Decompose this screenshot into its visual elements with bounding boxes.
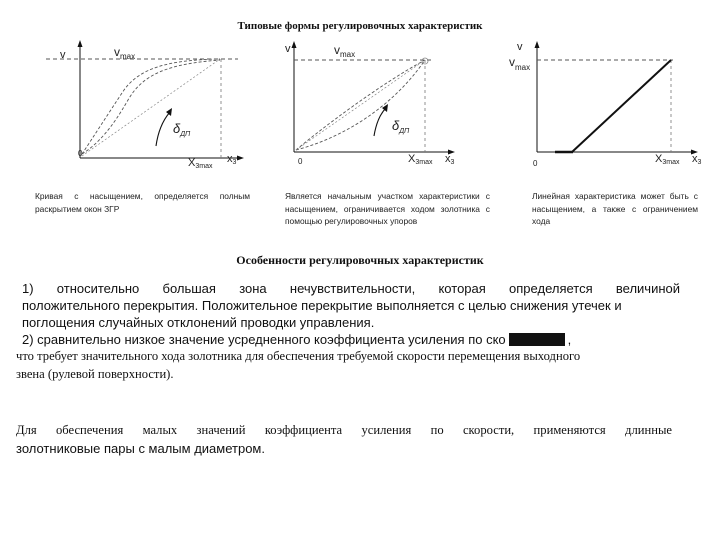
y-axis-arrow xyxy=(292,41,297,48)
chart-linear xyxy=(503,38,715,176)
p2-comma: , xyxy=(567,332,572,347)
origin-label: 0 xyxy=(298,157,303,166)
angle-arc xyxy=(374,108,386,136)
angle-arc xyxy=(156,112,170,146)
p2-line3: звена (рулевой поверхности). xyxy=(16,367,174,381)
linear-line xyxy=(572,60,671,152)
p2-line1 xyxy=(22,331,702,349)
y-label: v xyxy=(60,49,66,61)
section-title: Особенности регулировочных характеристик xyxy=(236,253,484,267)
y-label: v xyxy=(517,41,523,53)
vmax-label: $v_{max}$ xyxy=(114,45,136,61)
tangent-line xyxy=(296,60,425,150)
tangent-line xyxy=(82,59,220,156)
vmax-label: $v_{max}$ xyxy=(334,43,356,59)
caption-linear: Линейная характеристика может быть с насыщением, а также с ограничением хода xyxy=(532,191,698,226)
p2-line2: что требует значительного хода золотника для обеспечения требуемой скорости перемещения выходного xyxy=(16,349,581,363)
p1-line2: положительного перекрытия. Положительное перекрытие выполняется с целью снижения утечек и xyxy=(22,298,622,313)
p2-text: 2) сравнительно низкое значение усредненного коэффициента усиления по ско xyxy=(22,332,506,347)
p1-line3: поглощения случайных отклонений проводки управления. xyxy=(22,315,375,330)
p3-line2: золотниковые пары с малым диаметром. xyxy=(16,441,265,456)
delta-label: $\delta_{ДП}$ xyxy=(392,118,410,135)
vmax-label: $v_{max}$ xyxy=(509,55,531,72)
y-axis-arrow xyxy=(535,41,540,48)
x-label: x3 xyxy=(692,153,702,166)
p3-line1: Для обеспечения малых значений коэффициента усиления по скорости, применяются длинные xyxy=(16,423,672,437)
x-axis-arrow xyxy=(237,156,244,161)
curve-lower xyxy=(82,60,220,154)
xmax-label: X3max xyxy=(655,153,680,166)
xmax-label: X3max xyxy=(408,153,433,166)
chart-initial-section xyxy=(282,38,472,170)
delta-label: $\delta_{ДП}$ xyxy=(173,121,191,138)
chart-saturation xyxy=(38,38,250,170)
top-title: Типовые формы регулировочных характеристик xyxy=(237,20,483,32)
redacted-box xyxy=(509,333,565,346)
angle-arrow xyxy=(166,108,172,116)
xmax-label: X3max xyxy=(188,157,213,170)
origin-label: 0 xyxy=(533,159,538,168)
p1-line1: 1) относительно большая зона нечувствительности, которая определяется величиной xyxy=(22,281,680,296)
caption-saturation: Кривая с насыщением, определяется полным раскрытием окон ЗГР xyxy=(35,191,250,214)
caption-initial-section: Является начальным участком характеристики с насыщением, ограничивается ходом золотника с помощью регулировочных упоров xyxy=(285,191,490,226)
x-label: x3 xyxy=(445,153,455,166)
y-axis-arrow xyxy=(78,40,83,47)
x-label: x3 xyxy=(227,153,237,166)
curve-upper xyxy=(82,59,220,154)
y-label: v xyxy=(285,43,291,55)
origin-label: 0 xyxy=(78,149,83,158)
